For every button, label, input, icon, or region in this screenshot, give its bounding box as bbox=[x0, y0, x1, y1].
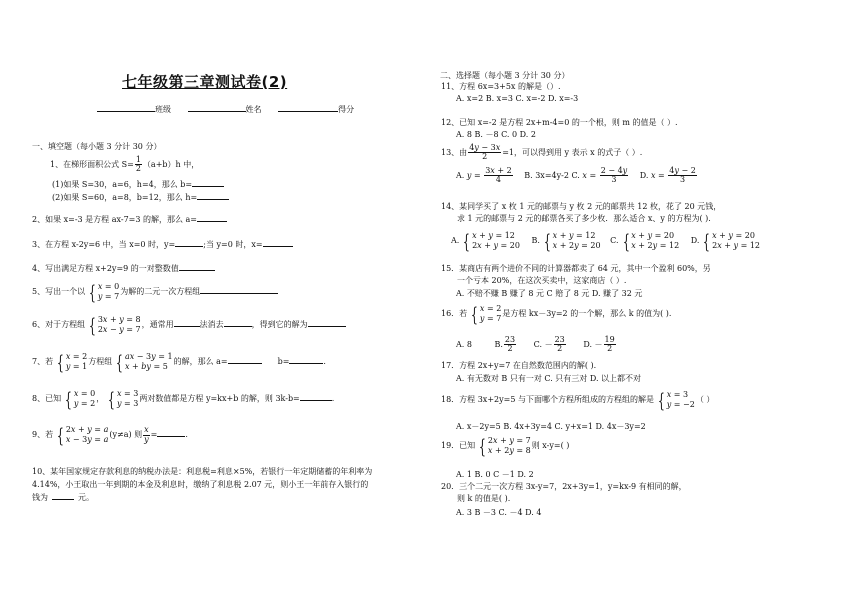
question-12-options: A. 8 B. －8 C. 0 D. 2 bbox=[456, 130, 536, 139]
question-9: 9、若 { 2x + y = a x − 3y = a (y≠a) 则 $\frac{x}{y}$ = . bbox=[32, 423, 188, 447]
student-info-line bbox=[97, 105, 354, 114]
question-3: 3、在方程 x-2y=6 中，当 x=0 时，y= ;当 y=0 时，x= bbox=[32, 240, 293, 249]
question-1: 1、在梯形面积公式 S= $\frac{1}{2}$ （a+b）h 中， bbox=[50, 155, 200, 174]
section1-heading: 一、填空题（每小题 3 分计 30 分） bbox=[32, 142, 162, 151]
question-18-options: A. x－2y=5 B. 4x+3y=4 C. y+x=1 D. 4x－3y=2 bbox=[456, 422, 646, 431]
name-label: 姓名 bbox=[245, 105, 262, 114]
question-15: 15．某商店有两个进价不同的计算器都卖了 64 元，其中一个盈利 60%，另 bbox=[441, 264, 711, 273]
question-4: 4、写出满足方程 x+2y=9 的一对整数值 bbox=[32, 264, 215, 273]
question-16: 16．若 { x = 2 y = 7 是方程 kx－3y=2 的一个解，那么 k 的值为( ). bbox=[441, 302, 672, 326]
question-1-part1: (1)如果 S=30，a=6，h=4，那么 b= bbox=[52, 180, 224, 189]
question-13-options: A. y = $\frac{3x + 2}{4}$ B. 3x=4y-2 C. x = $\frac{2 - 4y}{3}$ D. x = $\frac{4y - 2}{3}$ bbox=[456, 166, 696, 185]
question-2: 2、如果 x=-3 是方程 ax-7=3 的解，那么 a= bbox=[32, 215, 227, 224]
score-label: 得分 bbox=[338, 105, 355, 114]
question-20-options: A. 3 B －3 C. －4 D. 4 bbox=[456, 508, 542, 517]
question-17-options: A. 有无数对 B 只有一对 C. 只有三对 D. 以上都不对 bbox=[456, 374, 642, 383]
page-title: 七年级第三章测试卷(2) bbox=[122, 73, 288, 91]
question-6: 6、对于方程组 { 3x + y = 8 2x − y = 7 ，通常用 法消去 ，得到它的解为 bbox=[32, 315, 346, 335]
question-1-part2: (2)如果 S=60，a=8，b=12，那么 h= bbox=[52, 193, 229, 202]
question-15-options: A. 不赔不赚 B 赚了 8 元 C 赔了 8 元 D. 赚了 32 元 bbox=[456, 289, 643, 298]
section2-heading: 二、选择题（每小题 3 分计 30 分） bbox=[440, 71, 570, 80]
question-11-options: A. x=2 B. x=3 C. x=-2 D. x=-3 bbox=[456, 94, 579, 103]
question-5: 5、写出一个以 { x = 0 y = 7 为解的二元一次方程组 bbox=[32, 282, 278, 302]
question-13: 13、由 $\frac{4y - 3x}{2}$ =1，可以得到用 y 表示 x 的式子（ ）. bbox=[441, 143, 643, 162]
question-15-line2: 一个亏本 20%，在这次买卖中，这家商店（ ）. bbox=[457, 276, 627, 285]
name-blank[interactable] bbox=[188, 111, 246, 112]
question-19: 19．已知 { 2x + y = 7 x + 2y = 8 则 x-y=( ) bbox=[441, 434, 570, 458]
class-blank[interactable] bbox=[97, 111, 155, 112]
question-19-options: A. 1 B. 0 C －1 D. 2 bbox=[456, 470, 534, 479]
question-18: 18．方程 3x+2y=5 与下面哪个方程所组成的方程组的解是 { x = 3 y = −2 （ ） bbox=[441, 388, 715, 412]
question-14-options: A. { x + y = 12 2x + y = 20 B. { x + y = 12 x + 2y = 20 C. { x + y = 20 x + 2y = 12 D. { x + y = 20 2x + y = 12 bbox=[451, 229, 761, 253]
question-20-line2: 则 k 的值是( ). bbox=[457, 494, 511, 503]
question-17: 17．方程 2x+y=7 在自然数范围内的解( ). bbox=[441, 361, 597, 370]
question-20: 20．三个二元一次方程 3x-y=7，2x+3y=1，y=kx-9 有相同的解， bbox=[441, 482, 687, 491]
question-11: 11、方程 6x=3+5x 的解是（）. bbox=[441, 82, 561, 91]
question-14-line2: 求 1 元的邮票与 2 元的邮票各买了多少枚．那么适合 x、y 的方程为( ). bbox=[457, 214, 711, 223]
question-7: 7、若 { x = 2 y = 1 方程组 { ax − 3y = 1 x + by = 5 的解，那么 a= b= . bbox=[32, 350, 326, 374]
score-blank[interactable] bbox=[278, 111, 338, 112]
question-16-options: A. 8 B. $\frac{23}{2}$ C. － $\frac{23}{2}$ D. － $\frac{19}{2}$ bbox=[456, 335, 615, 354]
class-label: 班级 bbox=[155, 105, 171, 114]
question-8: 8、已知 { x = 0 y = 2 ， { x = 3 y = 3 两对数值都是方程 y=kx+b 的解，则 3k-b= . bbox=[32, 387, 335, 411]
question-10: 10、某年国家规定存款利息的纳税办法是：利息税=利息×5%，若银行一年定期储蓄的年利率为 4.14%，小王取出一年到期的本金及利息时，缴纳了利息税 2.07 元，则小王一年前存入银行的 钱为 元。 bbox=[32, 467, 373, 503]
question-12: 12、已知 x=-2 是方程 2x+m-4=0 的一个根，则 m 的值是（ ）. bbox=[441, 118, 678, 127]
question-14: 14、某同学买了 x 枚 1 元的邮票与 y 枚 2 元的邮票共 12 枚，花了 20 元钱， bbox=[441, 202, 722, 211]
